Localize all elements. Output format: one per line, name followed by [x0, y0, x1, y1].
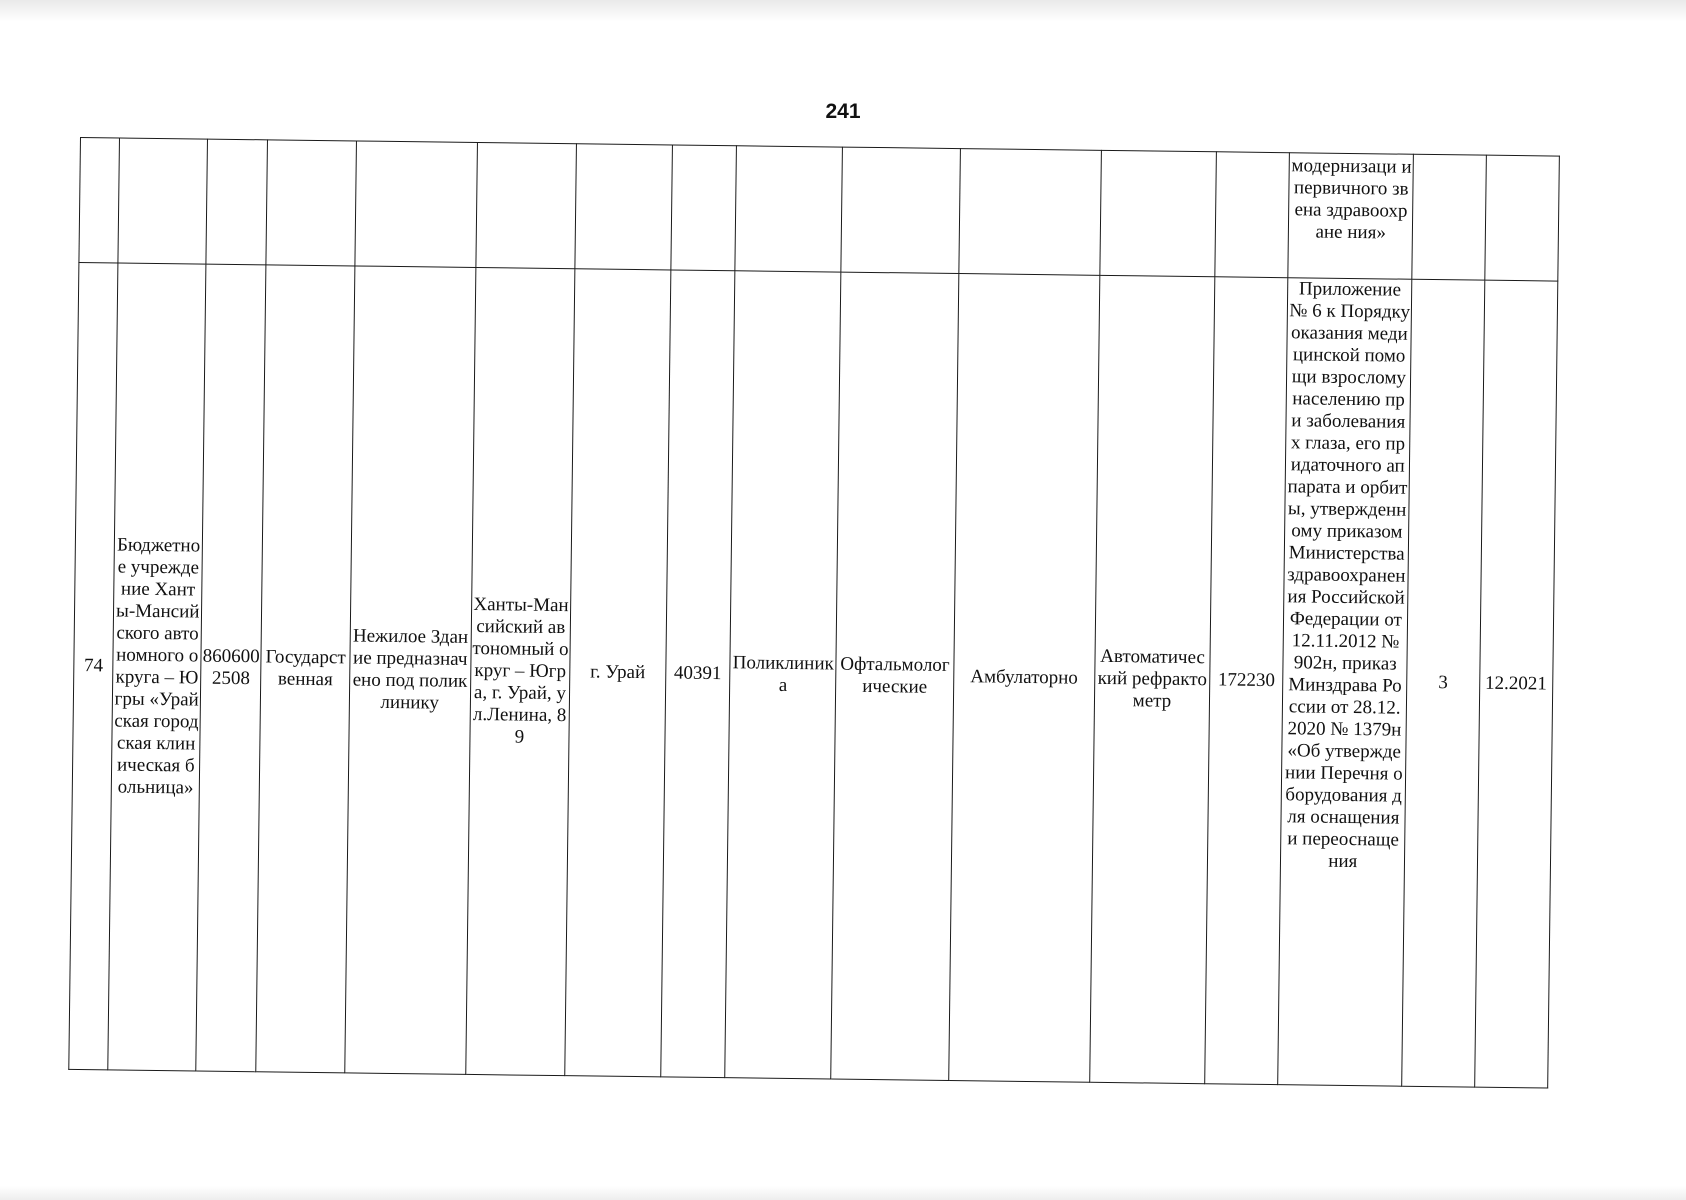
cell-address: Ханты-Мансийский автономный округ – Югра, г. Урай, ул.Ленина, 89: [465, 267, 575, 1075]
cell-empty: [1412, 154, 1486, 280]
cell-care-conditions: Амбулаторно: [948, 274, 1099, 1083]
cell-code: 8606002508: [196, 264, 266, 1072]
cell-empty: [670, 145, 736, 271]
register-sheet: [68, 137, 1560, 1089]
cell-empty: [841, 147, 960, 273]
page-number: 241: [825, 100, 861, 123]
cell-empty: [1484, 155, 1559, 281]
cell-row-number: 74: [69, 262, 119, 1069]
table-row-continued: [79, 138, 1559, 282]
cell-profile: Офтальмологические: [831, 272, 958, 1080]
cell-oktmo-code: 40391: [660, 270, 735, 1078]
cell-normative-doc-continued: модернизаци и первичного звена здравоохране ния»: [1288, 153, 1413, 280]
cell-empty: [475, 142, 576, 268]
cell-equipment-code: 172230: [1205, 277, 1289, 1085]
cell-empty: [118, 138, 207, 264]
cell-organization: Бюджетное учреждение Ханты-Мансийского автономного округа – Югры «Урайская городская клиническая больница»: [108, 263, 206, 1071]
cell-empty: [266, 140, 356, 266]
cell-empty: [79, 138, 120, 263]
cell-empty: [735, 146, 843, 272]
cell-empty: [1215, 152, 1290, 278]
cell-unit-type: Поликлиника: [725, 271, 841, 1079]
table-row: [69, 262, 1558, 1088]
cell-locality: г. Урай: [565, 269, 670, 1077]
cell-quantity: 3: [1402, 279, 1484, 1087]
register-table: [68, 137, 1560, 1089]
cell-empty: [575, 144, 672, 270]
cell-empty: [1100, 150, 1217, 276]
cell-normative-doc: Приложение № 6 к Порядку оказания медицинской помощи взрослому населению при заболеваниях глаза, его придаточного аппарата и орбиты, утвержденному приказом Министерства здравоохранения Российской Федерации от 12.11.2012 № 902н, приказ Минздрава России от 28.12.2020 № 1379н «Об утверждении Перечня оборудования для оснащения и переоснащения: [1278, 278, 1412, 1086]
cell-empty: [959, 149, 1102, 276]
cell-equipment: Автоматический рефрактометр: [1090, 275, 1215, 1083]
scan-edge-top: [0, 0, 1686, 22]
cell-date: 12.2021: [1474, 280, 1558, 1088]
cell-empty: [206, 139, 268, 265]
scan-edge-bottom: [0, 1186, 1686, 1200]
cell-ownership: Государственная: [256, 265, 355, 1073]
cell-building: Нежилое Здание предназначено под поликлинику: [345, 266, 476, 1074]
cell-empty: [355, 141, 477, 268]
